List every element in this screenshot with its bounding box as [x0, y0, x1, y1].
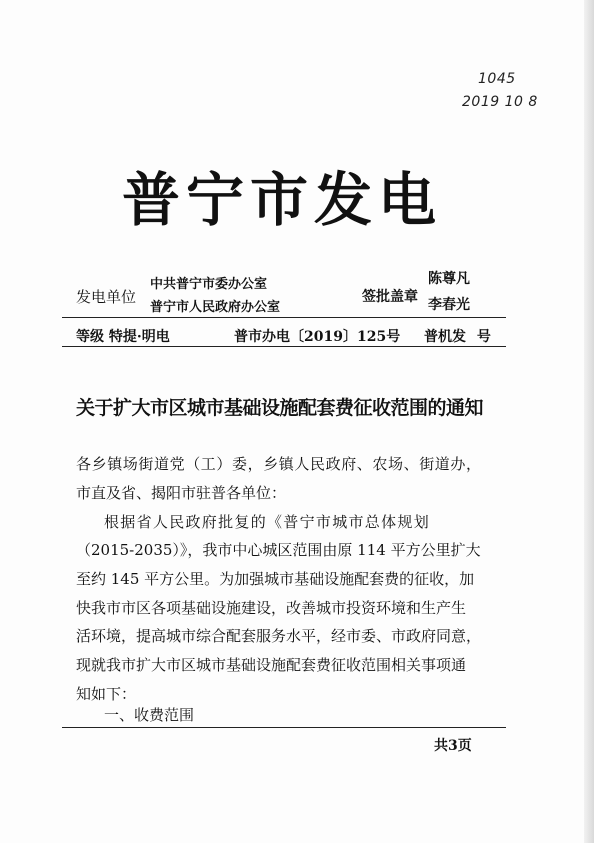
document-number: 普市办电〔2019〕125号 [234, 329, 401, 345]
body-text-line: 知如下： [76, 685, 137, 703]
header-divider [62, 346, 506, 347]
signer-name: 陈尊凡 [428, 271, 470, 287]
grade-label: 等级 特提·明电 [76, 329, 170, 345]
footer-divider [62, 727, 506, 728]
body-text-line: （2015-2035）》，我市中心城区范围由原 114 平方公里扩大 [76, 541, 481, 559]
page-count: 共3页 [434, 738, 472, 754]
body-text-line: 根据省人民政府批复的《普宁市城市总体规划 [104, 513, 431, 531]
sender-label: 发电单位 [76, 288, 137, 306]
handwritten-number: 1045 [478, 71, 516, 87]
body-text-line: 现就我市扩大市区城市基础设施配套费征收范围相关事项通 [76, 656, 467, 674]
page-edge-shadow [584, 0, 594, 843]
dispatch-label: 普机发 号 [424, 329, 491, 345]
body-text-line: 活环境，提高城市综合配套服务水平，经市委、市政府同意， [76, 627, 482, 645]
document-title: 关于扩大市区城市基础设施配套费征收范围的通知 [76, 397, 484, 419]
section-heading: 一、收费范围 [104, 706, 195, 724]
header-divider [62, 317, 506, 318]
sender-name: 中共普宁市委办公室 [150, 277, 268, 292]
body-text-line: 各乡镇场街道党（工）委，乡镇人民政府、农场、街道办， [76, 455, 482, 473]
body-text-line: 市直及省、揭阳市驻普各单位： [76, 484, 287, 502]
masthead-title: 普宁市发电 [122, 166, 443, 234]
body-text-line: 至约 145 平方公里。为加强城市基础设施配套费的征收，加 [76, 570, 475, 588]
body-text-line: 快我市市区各项基础设施建设，改善城市投资环境和生产生 [76, 599, 467, 617]
handwritten-date: 2019 10 8 [462, 94, 538, 110]
signer-name: 李春光 [428, 297, 470, 313]
sender-name: 普宁市人民政府办公室 [150, 300, 281, 315]
sign-label: 签批盖章 [362, 289, 418, 305]
